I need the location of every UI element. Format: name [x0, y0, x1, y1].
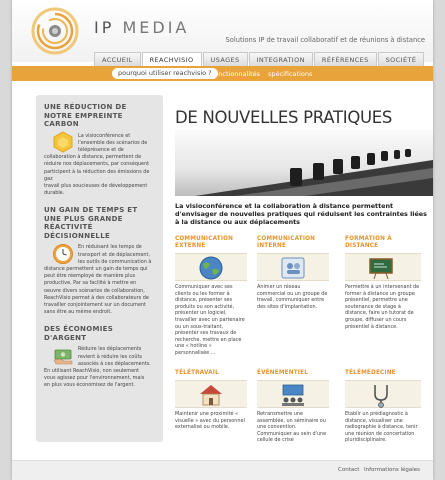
sidebar-carbon-line: travail plus soucieuses de développement: [44, 182, 148, 189]
sidebar: [36, 95, 163, 442]
sidebar-carbon-line: collaboration à distance, permettent de: [44, 154, 142, 161]
feature-title: FORMATION À DISTANCE: [345, 236, 392, 249]
globe-icon: [197, 255, 225, 281]
feature-text: Communiquer avec ses clients ou les former à distance, présenter ses produits ou son activité, présenter un logiciel, travailler avec un partenaire ou un sous-traitant, présenter ses travaux de recherche, mettre en place une « hotline » personnalisée ...: [175, 284, 245, 356]
feature-telemedecine: [345, 370, 423, 444]
feature-text: Etablir un prédiagnostic à distance, visualiser une radiographie à distance, tenir une réunion de concertation pluridisciplinaire.: [345, 411, 418, 444]
feature-communication-externe: [175, 236, 247, 357]
sidebar-money-line: En utilisant ReachVisio, non seulement: [44, 367, 140, 374]
feature-image: [175, 253, 247, 281]
sidebar-time-line: sans être au même endroit.: [44, 309, 112, 316]
sidebar-time-line: productive. Par sa facilité à mettre en: [44, 280, 137, 287]
page-title: DE NOUVELLES PRATIQUES: [175, 108, 393, 127]
footer-contact-link[interactable]: Contact: [338, 467, 360, 473]
feature-text: Maintenir une proximité « visuelle » avec du personnel externalisé ou mobile.: [175, 411, 245, 431]
feature-title: TÉLÉMÉDECINE: [345, 370, 396, 376]
sidebar-carbon-line: l'ensemble des scénarios de: [78, 139, 148, 146]
sidebar-time-line: oeuvre divers scénarios de collaboration,: [44, 287, 145, 294]
sidebar-carbon-line: La visioconférence et: [78, 132, 131, 139]
nav-item-references[interactable]: RÉFÉRENCES: [314, 52, 377, 66]
sidebar-money-line: vous agissez pour l'environnement, mais: [44, 375, 145, 382]
sidebar-time-line: ReachVisio permet à des collaborateurs de: [44, 294, 149, 301]
sidebar-carbon-line: participent à la réduction des émissions de gaz: [44, 168, 150, 182]
money-hand-icon: [52, 345, 74, 367]
sidebar-block-carbon: [44, 103, 155, 197]
audience-icon: [279, 382, 307, 408]
site-footer: [12, 460, 433, 480]
nav-item-accueil[interactable]: ACCUEIL: [94, 52, 141, 66]
tagline: Solutions IP de travail collaboratif et de réunions à distance: [225, 36, 425, 44]
sidebar-block-money: [44, 325, 155, 389]
sidebar-time-line: travailler conjointement sur un document: [44, 301, 146, 308]
logo-swirl-icon[interactable]: [30, 6, 80, 56]
subnav-fonctionnalites[interactable]: fonctionnalités: [212, 70, 261, 78]
feature-image: [175, 380, 247, 408]
feature-text: Permettre à un intervenant de former à distance un groupe présentiel, permettre une soutenance de stage à distance, faire un tutorat de groupe, diffuser un cours présentiel à distance.: [345, 284, 420, 330]
feature-evenementiel: [257, 370, 329, 444]
page: [12, 0, 433, 480]
feature-text: Animer un réseau commercial ou un groupe de travail, communiquer entre des sites d'implantation.: [257, 284, 328, 310]
feature-image: [257, 253, 329, 281]
sidebar-time-line: En réduisant les temps de: [78, 244, 142, 251]
feature-title: COMMUNICATION INTERNE: [257, 236, 316, 249]
subnav-pourquoi[interactable]: pourquoi utiliser reachvisio ?: [112, 68, 218, 79]
sidebar-carbon-line: téléprésence et de: [78, 146, 124, 153]
feature-title: TÉLÉTRAVAIL: [175, 370, 219, 376]
meeting-room-illustration: [175, 130, 433, 196]
nav-item-societe[interactable]: SOCIÉTÉ: [378, 52, 425, 66]
sidebar-block-time: [44, 206, 155, 316]
feature-image: [345, 253, 421, 281]
logo-media: MEDIA: [122, 18, 190, 37]
feature-formation: [345, 236, 423, 330]
molecule-icon: [52, 131, 74, 153]
sidebar-time-line: transport et de déplacement,: [78, 251, 150, 258]
intro-text: La visioconférence et la collaboration à distance permettent d'envisager de nouvelles pratiques qui réduisent les contraintes liées à la distance ou aux déplacements: [175, 202, 427, 226]
feature-title: COMMUNICATION EXTERNE: [175, 236, 234, 249]
hero-image: [175, 130, 433, 196]
sidebar-time-line: distance permettent un gain de temps qui: [44, 265, 148, 272]
nav-item-reachvisio[interactable]: REACHVISIO: [142, 52, 202, 66]
sidebar-carbon-line: réduire nos déplacements, par conséquent: [44, 161, 150, 168]
sidebar-title-carbon: UNE RÉDUCTION DE NOTRE EMPREINTE CARBON: [44, 103, 127, 128]
people-icon: [279, 255, 307, 281]
feature-communication-interne: [257, 236, 329, 310]
logo-ip: IP: [94, 18, 115, 37]
sidebar-money-line: Réduire les déplacements: [78, 346, 142, 353]
footer-legal-link[interactable]: Informations légales: [364, 467, 421, 473]
sidebar-money-line: revient à réduire les coûts: [78, 353, 142, 360]
sidebar-money-line: associés à ces déplacements.: [78, 360, 151, 367]
stethoscope-icon: [367, 382, 395, 408]
sidebar-time-line: les outils de communication à: [78, 258, 152, 265]
main-nav: [94, 52, 425, 66]
nav-item-usages[interactable]: USAGES: [203, 52, 248, 66]
sidebar-title-time: UN GAIN DE TEMPS ET UNE PLUS GRANDE RÉACTIVITÉ DÉCISIONNELLE: [44, 206, 138, 240]
clock-icon: [52, 243, 74, 265]
feature-text: Retransmettre une assemblée, un séminaire ou une convention. Communiquer au sein d'une cellule de crise: [257, 411, 327, 444]
house-icon: [197, 382, 225, 408]
chalkboard-icon: [367, 255, 395, 281]
feature-title: ÉVÉNEMENTIEL: [257, 370, 309, 376]
sidebar-title-money: DES ÉCONOMIES D'ARGENT: [44, 325, 114, 342]
sidebar-time-line: peut être réemployé de manière plus: [44, 273, 136, 280]
feature-image: [345, 380, 421, 408]
sidebar-carbon-line: durable.: [44, 190, 65, 197]
feature-teletravail: [175, 370, 247, 431]
logo-wordmark[interactable]: [94, 18, 189, 37]
feature-image: [257, 380, 329, 408]
nav-item-integration[interactable]: INTEGRATION: [249, 52, 313, 66]
sidebar-money-line: en plus vous économisez de l'argent.: [44, 382, 135, 389]
subnav-specifications[interactable]: spécifications: [268, 70, 313, 78]
